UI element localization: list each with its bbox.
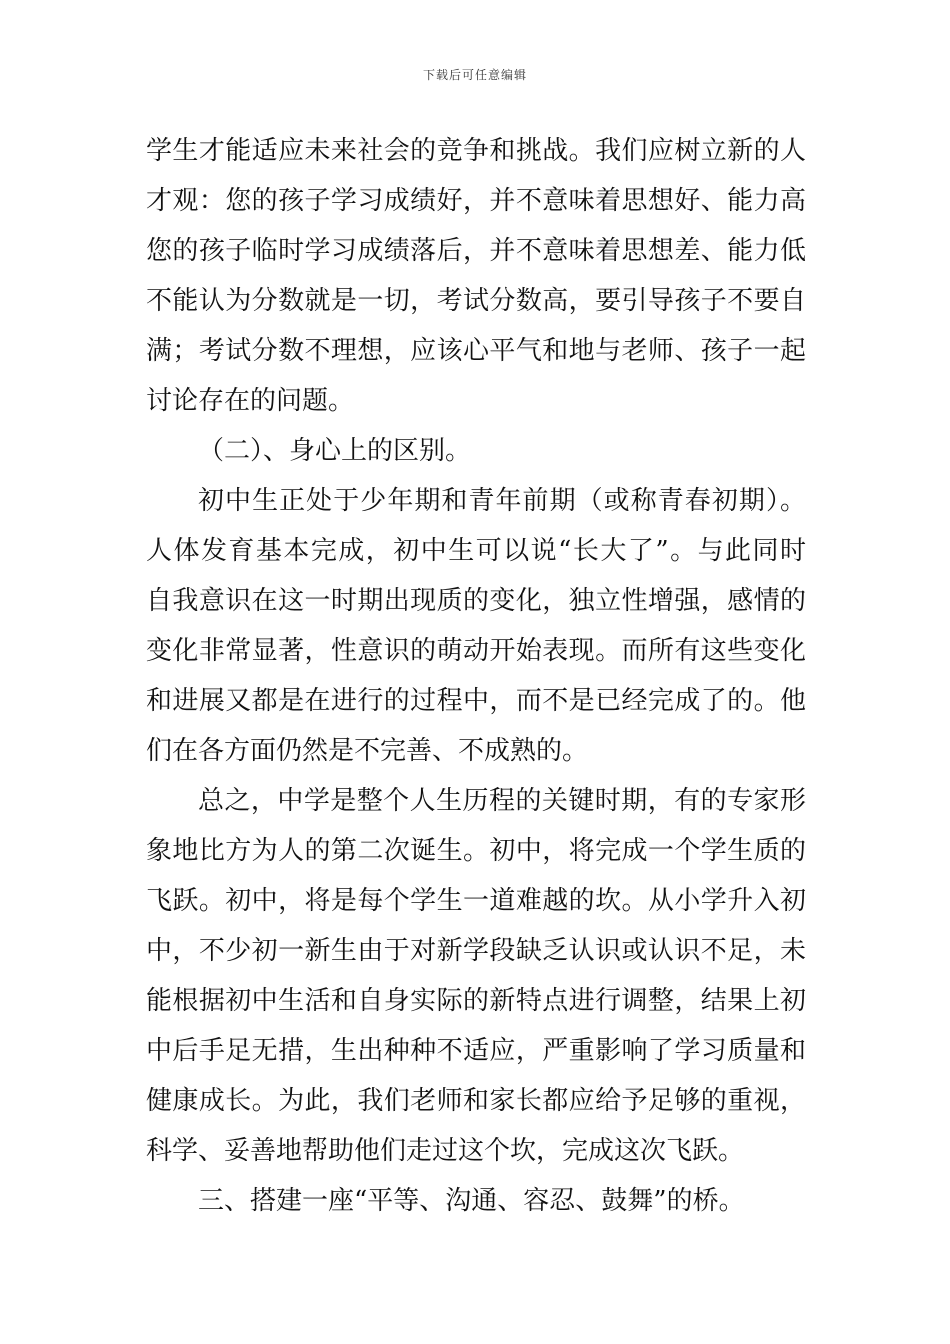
text-line: 才观：您的孩子学习成绩好，并不意味着思想好、能力高	[146, 186, 806, 216]
text-line: 象地比方为人的第二次诞生。初中，将完成一个学生质的	[146, 836, 806, 866]
text-line: 能根据初中生活和自身实际的新特点进行调整，结果上初	[146, 986, 806, 1016]
text-line: 中，不少初一新生由于对新学段缺乏认识或认识不足，未	[146, 936, 806, 966]
text-line: 们在各方面仍然是不完善、不成熟的。	[146, 736, 589, 766]
section-heading: （二）、身心上的区别。	[198, 436, 472, 466]
text-line: 总之，中学是整个人生历程的关键时期，有的专家形	[198, 786, 806, 816]
text-line: 不能认为分数就是一切，考试分数高，要引导孩子不要自	[146, 286, 806, 316]
text-line: 变化非常显著，性意识的萌动开始表现。而所有这些变化	[146, 636, 806, 666]
text-line: 和进展又都是在进行的过程中，而不是已经完成了的。他	[146, 686, 806, 716]
text-line: 您的孩子临时学习成绩落后，并不意味着思想差、能力低	[146, 236, 806, 266]
text-line: 科学、妥善地帮助他们走过这个坎，完成这次飞跃。	[146, 1136, 745, 1166]
text-line: 健康成长。为此，我们老师和家长都应给予足够的重视，	[146, 1086, 806, 1116]
text-line: 中后手足无措，生出种种不适应，严重影响了学习质量和	[146, 1036, 806, 1066]
text-line: 自我意识在这一时期出现质的变化，独立性增强，感情的	[146, 586, 806, 616]
page-header-note: 下载后可任意编辑	[422, 68, 527, 82]
section-heading: 三、搭建一座“平等、沟通、容忍、鼓舞”的桥。	[198, 1186, 745, 1216]
text-line: 讨论存在的问题。	[146, 386, 355, 416]
text-line: 人体发育基本完成，初中生可以说“长大了”。与此同时	[146, 536, 806, 566]
text-line: 初中生正处于少年期和青年前期（或称青春初期）。	[198, 486, 806, 516]
text-line: 满；考试分数不理想，应该心平气和地与老师、孩子一起	[146, 336, 806, 366]
text-line: 学生才能适应未来社会的竞争和挑战。我们应树立新的人	[146, 136, 806, 166]
document-body	[146, 126, 806, 1226]
text-line: 飞跃。初中，将是每个学生一道难越的坎。从小学升入初	[146, 886, 806, 916]
